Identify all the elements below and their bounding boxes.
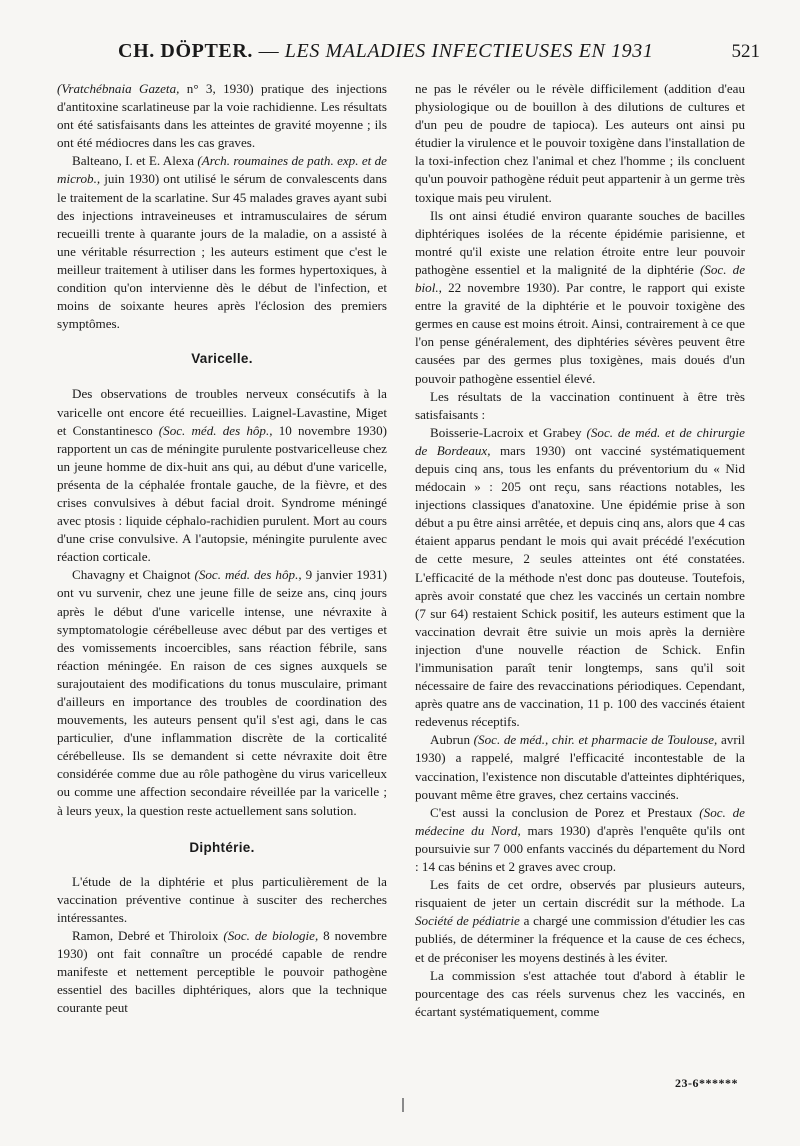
paragraph: Chavagny et Chaignot (Soc. méd. des hôp., 9 janvier 1931) ont vu survenir, chez une jeune fille de seize ans, cinq jours après le début d'une varicelle intense, une névraxite à symptomatologie cérébelleuse avec début par des vertiges et des vomissements incoercibles, sans réaction fébrile, sans réaction méningée. En raison de ces signes auxquels se surajoutaient des modifications du tonus musculaire, primant d'ailleurs en importance des troubles de coordination des mouvements, les auteurs pensent qu'il s'est agi, dans le cas particulier, d'une inflammation discrète de la corticalité cérébelleuse. Ils se demandent si cette névraxite doit être considérée comme due au rôle pathogène du virus varicelleux ou comme une affection secondaire réveillée par la varicelle ; à leurs yeux, la question reste actuellement sans solution.	[57, 567, 387, 818]
paragraph: L'étude de la diphtérie et plus particulièrement de la vaccination préventive continue à susciter des recherches intéressantes.	[57, 873, 387, 925]
left-column	[57, 80, 387, 1018]
citation: (Soc. de médecine du Nord,	[415, 804, 745, 838]
paragraph: (Vratchébnaia Gazeta, n° 3, 1930) pratique des injections d'antitoxine scarlatineuse par la voie rachidienne. Les résultats ont été satisfaisants dans les atteintes de gravité moyenne ; ils ont été médiocres dans les cas graves.	[57, 81, 387, 151]
printer-signature-mark: 23-6******	[675, 1076, 738, 1090]
citation: (Soc. méd. des hôp.,	[194, 567, 302, 583]
citation: (Soc. de méd., chir. et pharmacie de Toulouse,	[473, 732, 718, 748]
paragraph: C'est aussi la conclusion de Porez et Prestaux (Soc. de médecine du Nord, mars 1930) d'après l'enquête qu'ils ont poursuivie sur 7 000 enfants vaccinés du département du Nord : 14 cas bénins et 2 graves avec croup.	[415, 804, 745, 875]
paragraph: ne pas le révéler ou le révèle difficilement (addition d'eau physiologique ou de bouillon à des dilutions de cultures et d'un peu de poudre de tapioca). Les auteurs ont ainsi pu étudier la virulence et le pouvoir toxigène dans l'installation de la toxi-infection chez l'animal et chez l'homme ; ils concluent qu'un pouvoir pathogène réduit peut appartenir à un germe très toxique mais peu virulent.	[415, 81, 745, 205]
paragraph: Ils ont ainsi étudié environ quarante souches de bacilles diphtériques isolées de la récente épidémie parisienne, et montré qu'il existe une relation étroite entre leur pouvoir pathogène essentiel et la malignité de la diphtérie (Soc. de biol., 22 novembre 1930). Par contre, le rapport qui existe entre la gravité de la diphtérie et le pouvoir toxigène des germes en cause est moins étroit. Ainsi, contrairement à ce que l'on pense généralement, des diphtéries sévères peuvent être causées par des germes plus toxigènes, mais doués d'un pouvoir pathogène essentiel élevé.	[415, 207, 746, 386]
paragraph: Ramon, Debré et Thiroloix (Soc. de biologie, 8 novembre 1930) ont fait connaître un procédé capable de rendre manifeste et nettement perceptible le pouvoir pathogène essentiel des bacilles diphtériques, alors que la technique courante peut	[57, 928, 387, 1016]
paragraph: La commission s'est attachée tout d'abord à établir le pourcentage des cas réels survenus chez les vaccinés, en écartant systématiquement, comme	[415, 967, 745, 1019]
running-title-author: CH. DÖPTER.	[118, 40, 253, 62]
citation: (Soc. méd. des hôp.,	[158, 422, 273, 438]
citation: (Soc. de biologie,	[223, 928, 319, 944]
authors: Aubrun	[430, 732, 471, 748]
running-title	[40, 40, 732, 63]
society-name: Société de pédiatrie	[415, 913, 520, 929]
citation: (Soc. de méd. et de chirurgie de Bordeaux,	[415, 424, 745, 458]
running-title-journal: LES MALADIES INFECTIEUSES EN 1931	[284, 40, 654, 62]
section-heading-diphterie: Diphtérie.	[189, 839, 255, 855]
paragraph: Balteano, I. et E. Alexa (Arch. roumaines de path. exp. et de microb., juin 1930) ont utilisé le sérum de convalescents dans le traitement de la scarlatine. Sur 45 malades graves ayant subi des injections intraveineuses et intramusculaires de sérum recueilli trente à quarante jours de la maladie, on a assisté à une véritable résurrection ; les auteurs estiment que c'est le meilleur traitement à utiliser dans les formes hypertoxiques, à condition qu'on intervienne dès le début de l'infection, et moins de soixante heures après l'éclosion des premiers symptômes.	[57, 153, 387, 332]
margin-mark	[402, 1098, 404, 1112]
paragraph: Aubrun (Soc. de méd., chir. et pharmacie de Toulouse, avril 1930) a rappelé, malgré l'efficacité incontestable de la vaccination, l'existence non discutable d'atteintes diphtériques, pouvant même être graves, chez certains vaccinés.	[415, 732, 745, 802]
authors: Chavagny et Chaignot	[72, 567, 191, 583]
paragraph: Les faits de cet ordre, observés par plusieurs auteurs, risquaient de jeter un certain discrédit sur la méthode. La Société de pédiatrie a chargé une commission d'étudier les cas publiés, de déterminer la fréquence et la cause de ces échecs, et de préconiser les moyens destinés à les éviter.	[415, 877, 745, 965]
citation: (Vratchébnaia Gazeta,	[57, 81, 180, 96]
right-column	[415, 80, 745, 1021]
authors: Balteano, I. et E. Alexa	[72, 153, 195, 169]
paragraph: Des observations de troubles nerveux consécutifs à la varicelle ont encore été recueillies. Laignel-Lavastine, Miget et Constantinesco (Soc. méd. des hôp., 10 novembre 1930) rapportent un cas de méningite purulente postvaricelleuse chez un jeune homme de dix-huit ans qui, au début d'une varicelle, présenta de la céphalée frontale gauche, de la fièvre, et des crises convulsives à début facial droit. Syndrome méningé avec ptosis : liquide céphalo-rachidien purulent. Mort au cours d'une crise convulsive. A l'autopsie, méningite purulente avec réaction corticale.	[57, 386, 387, 565]
page-number: 521	[731, 41, 760, 62]
citation: (Arch. roumaines de path. exp. et de microb.,	[57, 153, 387, 187]
paragraph: Les résultats de la vaccination continuent à être très satisfaisants :	[415, 388, 745, 422]
authors: Boisserie-Lacroix et Grabey	[430, 424, 582, 440]
authors: Ramon, Debré et Thiroloix	[72, 928, 219, 944]
running-title-separator: —	[252, 40, 285, 62]
paragraph: Boisserie-Lacroix et Grabey (Soc. de méd. et de chirurgie de Bordeaux, mars 1930) ont vacciné systématiquement depuis cinq ans, tous les enfants du préventorium du « Nid médocain » : 205 ont reçu, sans réactions notables, les injections classiques d'anatoxine. Une épidémie prise à son début a pu être ainsi arrêtée, et depuis cinq ans, alors que 4 cas étaient apparus pendant le mois qui avait précédé l'exécution de cette mesure, 2 seules atteintes ont été constatées. L'efficacité de la méthode n'est donc pas douteuse. Toutefois, après avoir constaté que chez les vaccinés un certain nombre (7 sur 64) restaient Schick positif, les auteurs estiment que la vaccination devrait être suivie un mois après la dernière injection d'une nouvelle réaction de Schick. Enfin l'immunisation paraît tenir longtemps, sans qu'il soit nécessaire de faire des revaccinations périodiques. Cependant, après quatre ans de vaccination, 11 p. 100 des vaccinés étaient redevenus réceptifs.	[415, 424, 745, 730]
section-heading-varicelle: Varicelle.	[191, 351, 253, 367]
page-header	[40, 40, 760, 82]
citation: (Soc. de biol.,	[415, 261, 746, 296]
